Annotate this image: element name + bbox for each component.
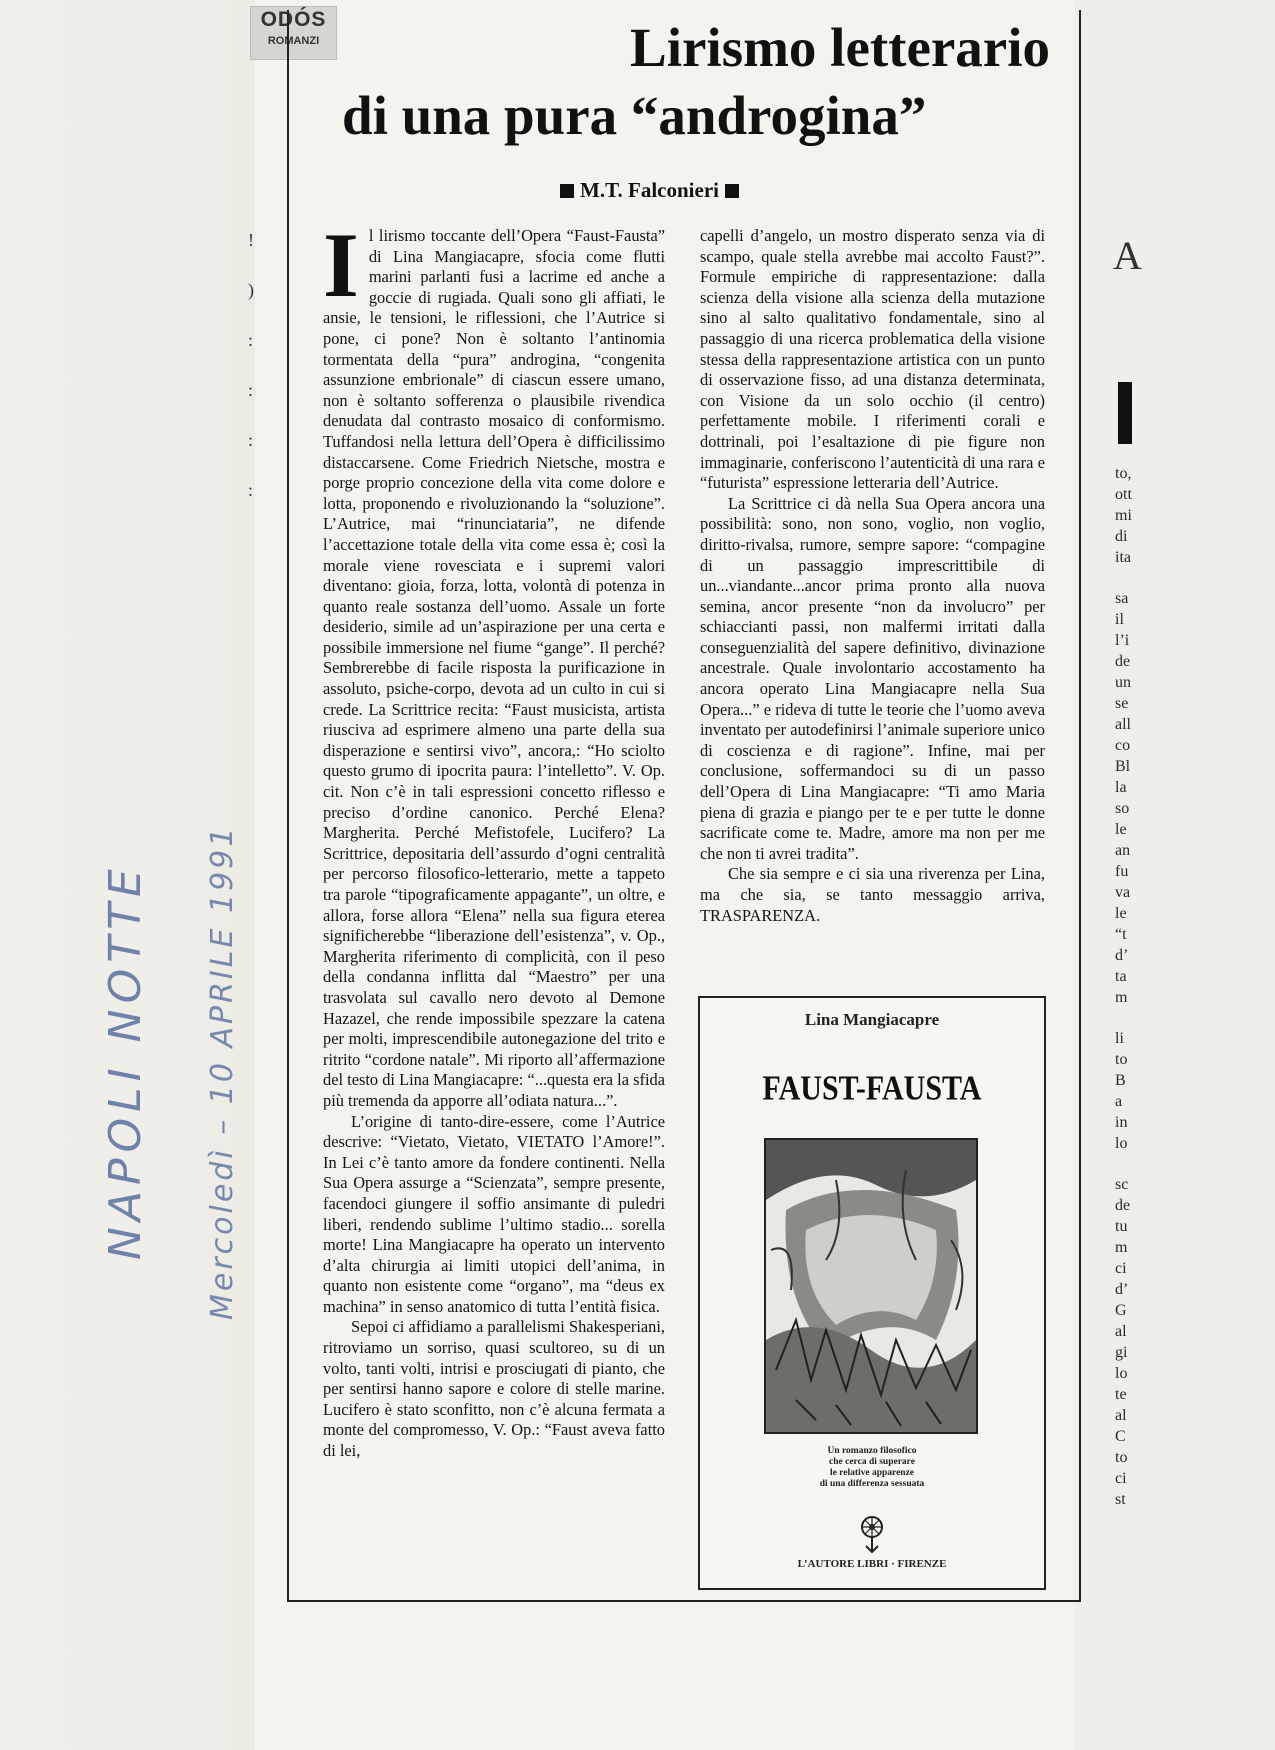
article-title <box>300 14 1060 150</box>
right-margin-fragment: sc <box>1115 1176 1129 1193</box>
paragraph: l lirismo toccante dell’Opera “Faust-Fausta” di Lina Mangiacapre, sfocia come flutti marini parlanti fusi a lacrime ed anche a goccie di rugiada. Quali sono gli affiati, le ansie, le tensioni, le riflessioni, che l’Autrice si pone, ci pone? Non è soltanto l’antinomia tormentata della “pura” androgina, “congenita assunzione embrionale” di ciascun essere umano, non è soltanto sofferenza o plausibile rivendica denudata dal contrasto mosaico di conformismo. Tuffandosi nella lettura dell’Opera è difficilissimo distaccarsene. Come Friedrich Nietsche, mostra e porge proprio concezione della vita come dolore e lotta, proponendo e rivoluzionando la “soluzione”. L’Autrice, mai “rinunciataria”, ne difende l’accettazione totale della vita come essa è; così la morale viene rovesciata e i supremi valori diventano: gioia, forza, lotta, volontà di potenza in quanto reale sostanza dell’uomo. Assale un forte desiderio, simile ad un’aspirazione per una certa e possibile immersione nel fiume “gange”. Il perché? Sembrerebbe di facile risposta la purificazione in assoluto, psiche-corpo, devota ad un culto in cui si crede. La Scrittrice recita: “Faust musicista, artista riusciva ad esprimere almeno una parte della sua disperazione e sentirsi vivo”, ancora,: “Ho sciolto questo grumo di ipocrita paura: l’intelletto”. V. Op. cit. Non c’è in tali espressioni concetto riflesso e preciso d’ordine canonico. Perché Elena? Margherita. Perché Mefistofele, Lucifero? La Scrittrice, depositaria dell’assurdo d’ogni centralità per percorso filosofico-letterario, mette a tappeto tra parole “tipograficamente appagante”, un oltre, e allora, forse allora “Elena” nella sua figura eterea significherebbe “liberazione dell’esistenza”, v. Op., Margherita riferimento di complicità, con il peso della condanna inflitta dal “Maestro” per una trasvolata sul cavallo nero devoto al Demone Hazazel, che rende impossibile spezzare la catena per molti, imprescendibile autonegazione del trito e ritrito “cordone natale”. Mi riporto all’affermazione del testo di Lina Mangiacapre: “...questa era la sfida più tremenda da apporre all’odiata natura...”. <box>323 226 665 1110</box>
right-margin-fragment: to, <box>1115 465 1132 482</box>
right-margin-fragment: li <box>1115 1030 1124 1047</box>
blurb-line: Un romanzo filosofico <box>827 1446 917 1456</box>
paragraph: Che sia sempre e ci sia una riverenza per Lina, ma che sia, se tanto messaggio arriva, TRASPARENZA. <box>700 864 1045 925</box>
right-margin-fragment: to <box>1115 1051 1128 1068</box>
masthead-name: ODÓS <box>260 8 327 31</box>
right-margin-fragment: B <box>1115 1072 1126 1089</box>
byline-square-icon <box>725 184 739 198</box>
publisher-logo-icon <box>857 1514 887 1554</box>
right-margin-fragment: all <box>1115 716 1131 733</box>
right-margin-fragment: Bl <box>1115 758 1131 775</box>
right-margin-fragment: m <box>1115 1239 1128 1256</box>
right-margin-fragment: le <box>1115 905 1127 922</box>
right-margin-fragment: ita <box>1115 549 1131 566</box>
right-margin-fragment: lo <box>1115 1365 1128 1382</box>
right-margin-fragment: C <box>1115 1428 1126 1445</box>
right-margin-fragment: an <box>1115 842 1131 859</box>
left-margin-fragments: ! ) : : : : <box>248 230 254 500</box>
right-margin-fragment: le <box>1115 821 1127 838</box>
right-margin-fragment: la <box>1115 779 1127 796</box>
book-blurb <box>700 1446 1044 1490</box>
paragraph: La Scrittrice ci dà nella Sua Opera ancora una possibilità: sono, non sono, voglio, non voglio, diritto-rivalsa, rumore, sempre sapore: “compagine di un passaggio imprescrittibile di un...viandante...ancor prima pronto alla nuova semina, ancor presente “non da involucro” per schiaccianti passi, non malfermi irritati dalla conseguenzialità del sapere definitivo, divinazione ancestrale. Quale involontario accostamento ha ancora operato Lina Mangiacapre nella Sua Opera...” e rideva di tutte le teorie che l’uomo aveva inventato per autodefinirsi l’animale superiore unico di coscienza e di ragione”. Infine, mai per conclusione, soffermandoci su di un passo dell’Opera di Lina Mangiacapre: “Ti amo Maria piena di grazia e piango per te e per tutte le donne sacrificate come te. Madre, amore ma non per me che non ti avrei tradita”. <box>700 493 1045 863</box>
right-margin-fragment: G <box>1115 1302 1127 1319</box>
right-margin-fragment: “t <box>1115 926 1127 943</box>
blurb-line: le relative apparenze <box>829 1468 915 1478</box>
masthead-sub: ROMANZI <box>267 35 320 47</box>
right-margin-fragment: m <box>1115 989 1128 1006</box>
paragraph: capelli d’angelo, un mostro disperato senza via di scampo, quale stella avrebbe mai accolto Faust?”. Formule empiriche di rappresentazione: dalla scienza della visione alla scienza della mutazione sino al salto qualitativo fondamentale, sino al passaggio di una ricerca problematica della visione stessa della rappresentazione artistica con un punto di osservazione fisso, ad una distanza determinata, con Visione da un solo occhio (il centro) perfettamente mobile. I riferimenti corali e dottrinali, poi l’esaltazione di pie figure non immaginarie, conferiscono l’autenticità di una rara e “futurista” espressione letteraria dell’Autrice. <box>700 226 1045 493</box>
right-column-fragment-letter: A <box>1113 233 1142 278</box>
right-margin-fragment: sa <box>1115 590 1129 607</box>
paragraph: L’origine di tanto-dire-essere, come l’Autrice descrive: “Vietato, Vietato, VIETATO l’Amore!”. In Lei c’è tanto amore da fondere continenti. Nella Sua Opera assurge a “Scienzata”, sempre presente, facendoci giungere il soffio ansimante di puledri liberi, rendendo sublime l’ultimo stadio... sorella morte! Lina Mangiacapre ha operato un intervento d’alta chirurgia ai limiti utopici dell’anima, in quanto non esistente come “organo”, ma “deus ex machina” in senso anatomico di tutta l’entità fisica. <box>323 1111 665 1316</box>
drop-cap: I <box>323 226 359 316</box>
right-margin-fragment: fu <box>1115 863 1129 880</box>
right-margin-fragment: se <box>1115 695 1129 712</box>
right-margin-fragment: ott <box>1115 486 1132 503</box>
right-margin-fragment: al <box>1115 1407 1127 1424</box>
right-margin-fragment: st <box>1115 1491 1126 1508</box>
right-margin-fragment: il <box>1115 611 1124 628</box>
right-margin-fragment: un <box>1115 674 1131 691</box>
cover-art-engraving <box>766 1140 976 1432</box>
article-column-2 <box>700 226 1045 986</box>
article-column-1 <box>323 226 665 1591</box>
handwritten-newspaper-name: NAPOLI NOTTE <box>100 863 151 1260</box>
book-cover-image <box>698 996 1046 1590</box>
right-margin-fragment: co <box>1115 737 1131 754</box>
byline-author: M.T. Falconieri <box>580 178 719 202</box>
right-margin-fragment: de <box>1115 1197 1131 1214</box>
scan-background-right <box>1075 0 1275 1750</box>
right-margin-fragment: ta <box>1115 968 1127 985</box>
book-cover-artwork <box>764 1138 978 1434</box>
right-margin-fragment: in <box>1115 1114 1128 1131</box>
handwritten-date: Mercoledì – 10 APRILE 1991 <box>205 824 240 1320</box>
book-title: FAUST-FAUSTA <box>762 1069 982 1108</box>
paragraph: Sepoi ci affidiamo a parallelismi Shakesperiani, ritroviamo un sorriso, quasi scultoreo, su di un volto, tanti volti, intrisi e prosciugati di pianto, che per sentirsi hanno sapore e colore di stelle marine. Lucifero è stato sconfitto, non c’è alcuna fermata a monte del compromesso, V. Op.: “Faust aveva fatto di lei, <box>323 1317 665 1461</box>
right-margin-fragment: tu <box>1115 1218 1128 1235</box>
right-margin-fragment: te <box>1115 1386 1127 1403</box>
book-author: Lina Mangiacapre <box>804 1010 940 1029</box>
right-margin-fragment: de <box>1115 653 1131 670</box>
book-publisher: L’AUTORE LIBRI · FIRENZE <box>797 1558 947 1570</box>
right-margin-fragment: to <box>1115 1449 1128 1466</box>
right-margin-fragment: lo <box>1115 1135 1128 1152</box>
right-margin-fragment: a <box>1115 1093 1123 1110</box>
right-margin-fragment: ci <box>1115 1260 1127 1277</box>
right-margin-fragment: d’ <box>1115 947 1129 964</box>
right-margin-fragment: va <box>1115 884 1131 901</box>
byline-square-icon <box>560 184 574 198</box>
blurb-line: che cerca di superare <box>829 1457 915 1467</box>
right-margin-fragment: ci <box>1115 1470 1127 1487</box>
right-margin-fragment: mi <box>1115 507 1132 524</box>
right-margin-fragment: di <box>1115 528 1128 545</box>
right-margin-fragment: l’i <box>1115 632 1130 649</box>
byline <box>560 178 739 203</box>
right-margin-fragment: so <box>1115 800 1130 817</box>
blurb-line: di una differenza sessuata <box>819 1479 925 1489</box>
right-margin-fragment: al <box>1115 1323 1127 1340</box>
title-line-1: Lirismo letterario <box>630 17 1050 78</box>
title-line-2: di una pura “androgina” <box>342 85 927 146</box>
right-column-dropcap-fragment <box>1118 382 1132 444</box>
right-margin-fragment: gi <box>1115 1344 1128 1361</box>
right-margin-fragment: d’ <box>1115 1281 1129 1298</box>
